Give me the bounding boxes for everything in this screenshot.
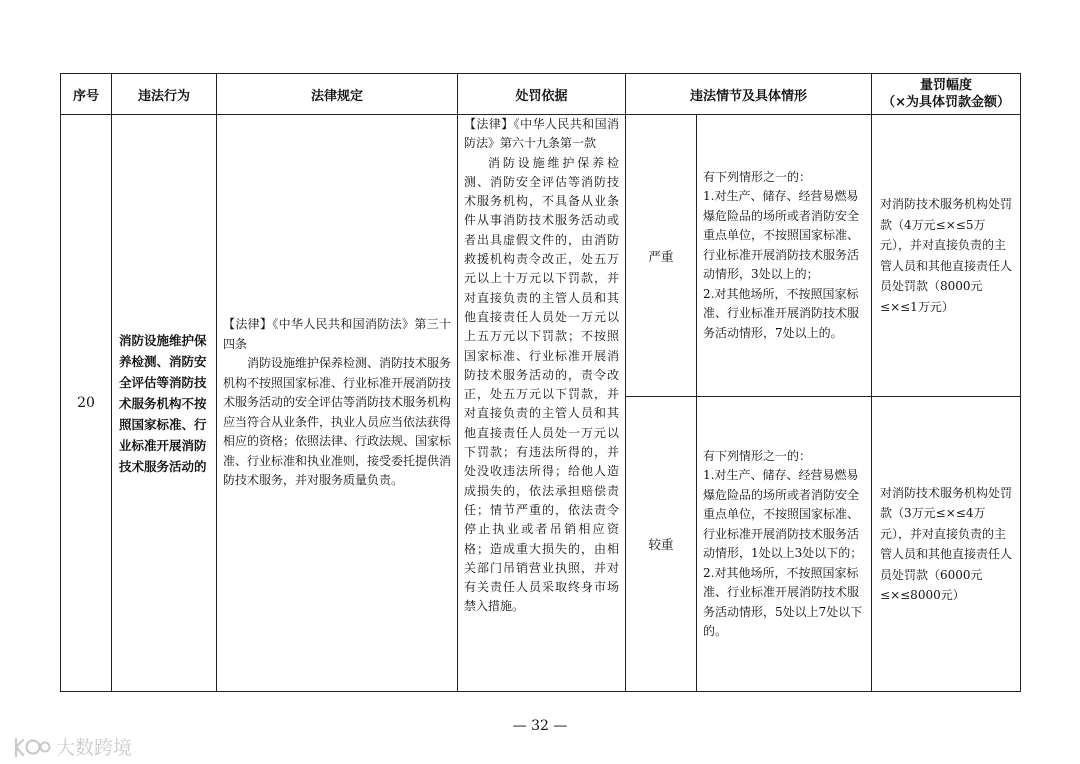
amount-heavier: 对消防技术服务机构处罚款（3万元≤×≤4万元），并对直接负责的主管人员和其他直接责任人员处罚款（6000元≤×≤8000元） xyxy=(872,397,1021,692)
brand-logo-icon xyxy=(12,734,52,760)
watermark-text: 大数跨境 xyxy=(56,737,133,759)
header-seq: 序号 xyxy=(61,74,112,115)
watermark xyxy=(12,733,132,760)
level-severe: 严重 xyxy=(626,115,697,397)
header-row xyxy=(61,74,1021,115)
header-law: 法律规定 xyxy=(217,74,458,115)
header-detail: 违法情节及具体情形 xyxy=(626,74,872,115)
row-seq: 20 xyxy=(61,115,112,692)
basis-title: 【法律】《中华人民共和国消防法》第六十九条第一款 xyxy=(464,117,619,151)
header-amount-title: 量罚幅度 xyxy=(920,78,973,93)
header-act: 违法行为 xyxy=(112,74,217,115)
row-law-provision xyxy=(217,115,458,692)
law-title: 【法律】《中华人民共和国消防法》第三十四条 xyxy=(223,317,451,351)
penalty-table xyxy=(60,73,1021,692)
basis-body: 消防设施维护保养检测、消防安全评估等消防技术服务机构，不具备从业条件从事消防技术服务活动或者出具虚假文件的，由消防救援机构责令改正，处五万元以上十万元以下罚款，并对直接负责的主管人员和其他直接责任人员处一万元以上五万元以下罚款；不按照国家标准、行业标准开展消防技术服务活动的，责令改正，处五万元以下罚款，并对直接负责的主管人员和其他直接责任人员处一万元以下罚款；有违法所得的，并处没收违法所得；给他人造成损失的，依法承担赔偿责任；情节严重的，依法责令停止执业或者吊销相应资格；造成重大损失的，由相关部门吊销营业执照，并对有关责任人员采取终身市场禁入措施。 xyxy=(464,155,619,614)
detail-severe: 有下列情形之一的： 1.对生产、储存、经营易燃易爆危险品的场所或者消防安全重点单位，不按照国家标准、行业标准开展消防技术服务活动情形，3处以上的； 2.对其他场所，不按照国家标准、行业标准开展消防技术服务活动情形，7处以上的。 xyxy=(697,115,872,397)
law-body: 消防设施维护保养检测、消防技术服务机构不按照国家标准、行业标准开展消防技术服务活动的安全评估等消防技术服务机构应当符合从业条件，执业人员应当依法获得相应的资格；依照法律、行政法规、国家标准、行业标准和执业准则，接受委托提供消防技术服务，并对服务质量负责。 xyxy=(223,356,452,488)
amount-severe: 对消防技术服务机构处罚款（4万元≤×≤5万元），并对直接负责的主管人员和其他直接责任人员处罚款（8000元≤×≤1万元） xyxy=(872,115,1021,397)
level-heavier: 较重 xyxy=(626,397,697,692)
detail-heavier: 有下列情形之一的： 1.对生产、储存、经营易燃易爆危险品的场所或者消防安全重点单位，不按照国家标准、行业标准开展消防技术服务活动情形，1处以上3处以下的； 2.对其他场所，不按照国家标准、行业标准开展消防技术服务活动情形，5处以上7处以下的。 xyxy=(697,397,872,692)
page-number: — 32 — xyxy=(512,718,568,734)
header-basis: 处罚依据 xyxy=(458,74,626,115)
row-violation-act: 消防设施维护保养检测、消防安全评估等消防技术服务机构不按照国家标准、行业标准开展消防技术服务活动的 xyxy=(112,115,217,692)
table-row xyxy=(61,115,1021,397)
header-amount xyxy=(872,74,1021,115)
row-penalty-basis xyxy=(458,115,626,692)
header-amount-note: （×为具体罚款金额） xyxy=(882,95,1010,110)
